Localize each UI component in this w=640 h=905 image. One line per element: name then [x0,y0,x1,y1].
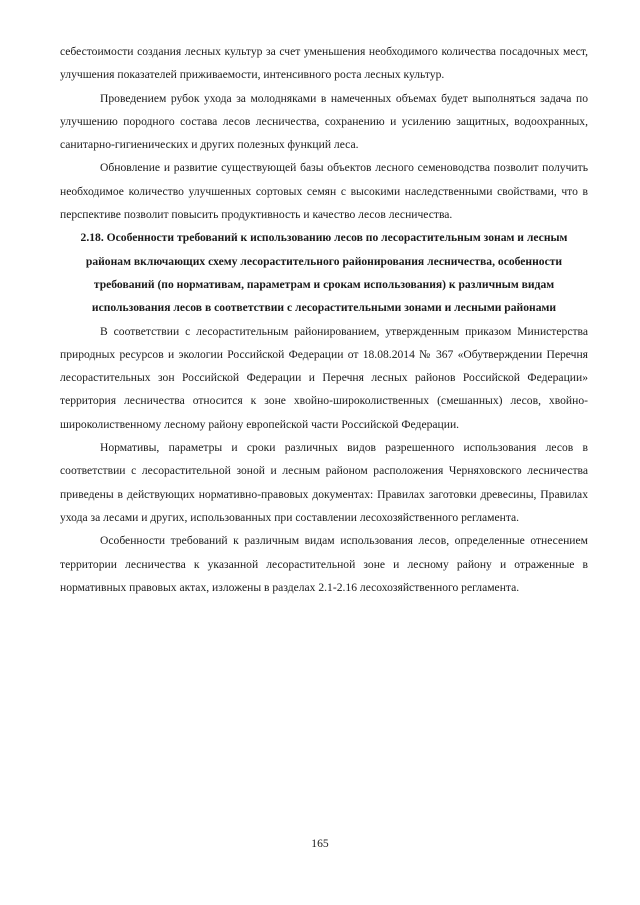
paragraph-requirements: Особенности требований к различным видам использования лесов, определенные отнесением территории лесничества к указанной лесорастительной зоне и лесному району и отраженные в нормативных правовых актах, изложены в разделах 2.1-2.16 лесохозяйственного регламента. [60,534,588,594]
paragraph-norms: Нормативы, параметры и сроки различных видов разрешенного использования лесов в соответствии с лесорастительной зоной и лесным районом расположения Черняховского лесничества приведены в действующих нормативно-правовых документах: Правилах заготовки древесины, Правилах ухода за лесами и других, использованных при составлении лесохозяйственного регламента. [60,441,588,524]
paragraph-thinning: Проведением рубок ухода за молодняками в намеченных объемах будет выполняться задача по улучшению породного состава лесов лесничества, сохранению и усилению защитных, водоохранных, санитарно-гигиенических и других полезных функций леса. [60,91,588,152]
paragraph-seed-base: Обновление и развитие существующей базы объектов лесного семеноводства позволит получить необходимое количество улучшенных сортовых семян с высокими наследственными свойствами, что в перспективе позволит повысить продуктивность и качество лесов лесничества. [60,161,588,222]
document-page [60,40,588,599]
section-heading: 2.18. Особенности требований к использованию лесов по лесорастительным зонам и лесным районам включающих схему лесорастительного районирования лесничества, особенности требований (по нормативам, параметрам и срокам использования) к различным видам использования лесов в соответствии с лесорастительными зонами и лесными районами [80,231,568,315]
page-number: 165 [311,837,329,850]
paragraph-zoning: В соответствии с лесорастительным районированием, утвержденным приказом Министерства природных ресурсов и экологии Российской Федерации от 18.08.2014 № 367 «Обутверждении Перечня лесорастительных зон Российской Федерации и Перечня лесных районов Российской Федерации» территория лесничества относится к зоне хвойно-широколиственных (смешанных) лесов, хвойно-широколиственному лесному району европейской части Российской Федерации. [60,324,588,431]
paragraph-continuation: себестоимости создания лесных культур за счет уменьшения необходимого количества посадочных мест, улучшения показателей приживаемости, интенсивного роста лесных культур. [60,45,588,82]
